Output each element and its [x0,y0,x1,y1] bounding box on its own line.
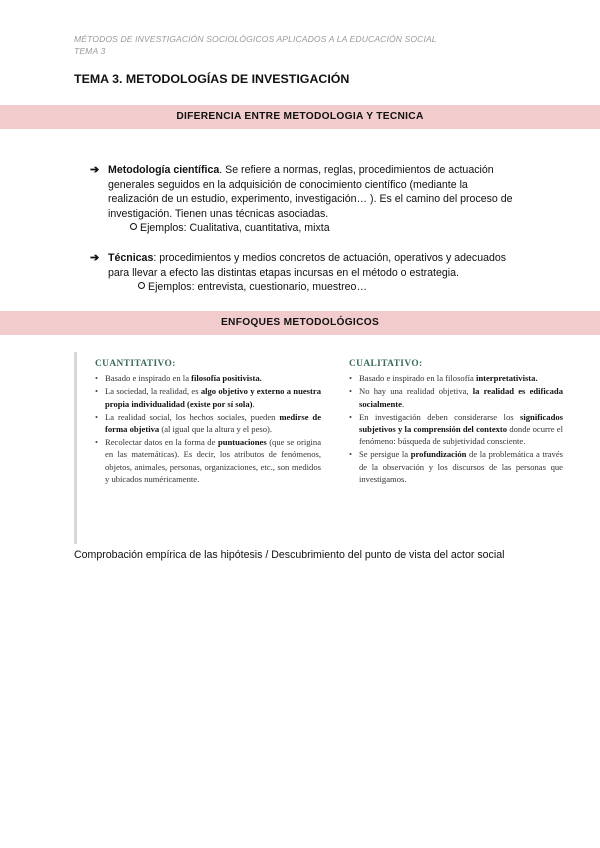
page-title: TEMA 3. METODOLOGÍAS DE INVESTIGACIÓN [74,72,350,86]
circle-bullet-icon [138,282,145,289]
example-metodologia [130,221,520,236]
qualitative-title: CUALITATIVO: [349,359,423,369]
list-item: • No hay una realidad objetiva, la realidad es edificada socialmente. [349,385,563,409]
list-item: • Recolectar datos en la forma de puntuaciones (que se origina en las matemáticas). Es decir, los atributos de fenómenos, objetos, animales, personas, organizaciones, etc., son medidos y ubicados numéricamente. [95,436,321,485]
quantitative-column [95,358,321,486]
example-text: Ejemplos: Cualitativa, cuantitativa, mixta [140,222,330,235]
running-header-unit: TEMA 3 [74,46,106,56]
list-item: • En investigación deben considerarse los significados subjetivos y la comprensión del contexto donde ocurre el fenómeno: búsqueda de subjetividad consciente. [349,411,563,448]
list-item: • La sociedad, la realidad, es algo objetivo y externo a nuestra propia individualidad (existe por sí sola). [95,385,321,409]
arrow-icon: ➔ [90,164,100,176]
list-item-metodologia [90,163,520,236]
definition-metodologia: . Se refiere a normas, reglas, procedimientos de actuación generales seguidos en la adquisición de conocimiento científico (mediante la realización de un estudio, experimento, investigación… ). Es el camino del proceso de investigación. Tienen unas técnicas asociadas. [108,164,513,220]
list-item: • La realidad social, los hechos sociales, pueden medirse de forma objetiva (al igual que la altura y el peso). [95,411,321,435]
running-header-course: MÉTODOS DE INVESTIGACIÓN SOCIOLÓGICOS APLICADOS A LA EDUCACIÓN SOCIAL [74,34,437,44]
term-metodologia: Metodología científica [108,164,220,176]
approaches-figure [74,352,569,544]
example-tecnicas [138,280,520,295]
quantitative-title: CUANTITATIVO: [95,359,176,369]
definition-tecnicas: : procedimientos y medios concretos de actuación, operativos y adecuados para llevar a efecto las distintas etapas incursas en el método o estrategia. [108,252,507,279]
section-heading-difference: DIFERENCIA ENTRE METODOLOGIA Y TECNICA [0,105,600,129]
example-text: Ejemplos: entrevista, cuestionario, muestreo… [148,281,368,294]
list-item: • Basado e inspirado en la filosofía interpretativista. [349,372,563,384]
qualitative-column [349,358,563,486]
list-item: • Se persigue la profundización de la problemática a través de la observación y los discursos de las personas que investigamos. [349,448,563,485]
arrow-icon: ➔ [90,252,100,264]
circle-bullet-icon [130,223,137,230]
list-item: • Basado e inspirado en la filosofía positivista. [95,372,321,384]
term-tecnicas: Técnicas [108,252,154,264]
list-item-tecnicas [90,251,520,295]
comparison-caption: Comprobación empírica de las hipótesis / Descubrimiento del punto de vista del actor social [74,549,505,561]
section-heading-approaches: ENFOQUES METODOLÓGICOS [0,311,600,335]
